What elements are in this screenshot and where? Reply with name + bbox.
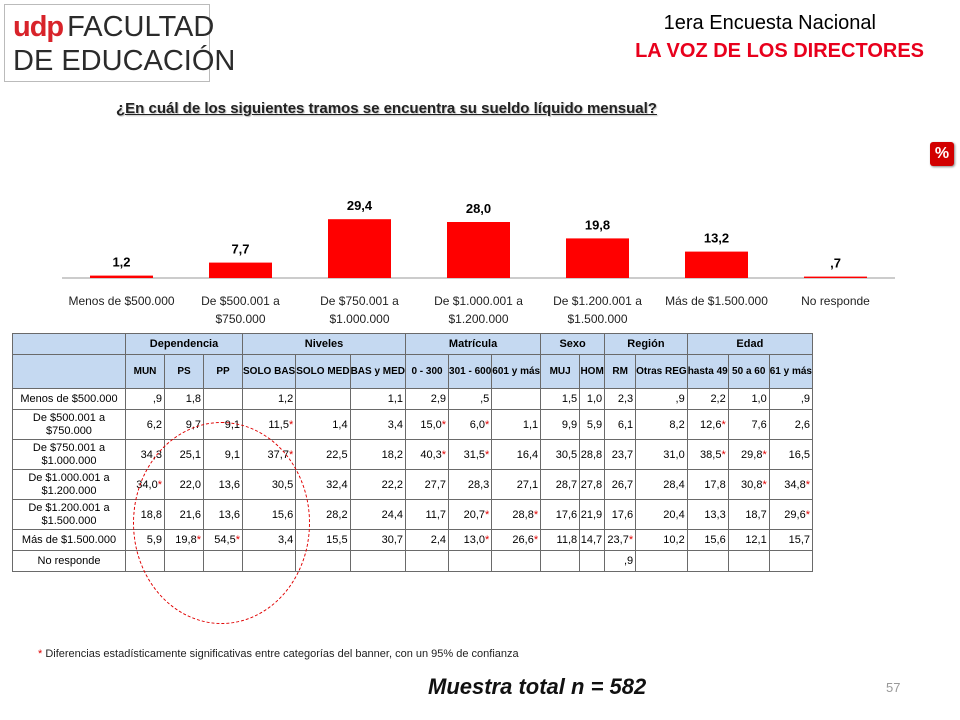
- cell-value: 31,5: [463, 448, 486, 461]
- table-cell: 21,9: [580, 500, 605, 530]
- table-cell: [243, 551, 296, 572]
- table-cell: [492, 500, 541, 530]
- significance-star: *: [485, 448, 490, 461]
- cell-value: 12,6: [700, 418, 722, 431]
- row-header: De $500.001 a $750.000: [13, 410, 126, 440]
- group-header: Sexo: [541, 334, 605, 355]
- table-corner-cell: [13, 355, 126, 389]
- cell-value: 23,7: [607, 534, 629, 546]
- significance-star: *: [762, 448, 767, 461]
- cell-value: 34,0: [136, 478, 158, 491]
- table-cell: 22,5: [296, 440, 350, 470]
- column-header: MUJ: [541, 355, 580, 389]
- table-cell: [687, 410, 728, 440]
- table-cell: [449, 440, 492, 470]
- x-category-label-line: De $500.001 a: [201, 294, 280, 308]
- table-cell: [449, 410, 492, 440]
- x-category-label-line: Más de $1.500.000: [665, 294, 768, 308]
- table-cell: 28,3: [449, 470, 492, 500]
- table-cell: [126, 551, 165, 572]
- bar-value-label: 13,2: [703, 230, 730, 246]
- x-category-label: [538, 292, 657, 328]
- table-cell: [636, 551, 688, 572]
- cell-value: 34,8: [784, 478, 806, 491]
- row-header: De $750.001 a $1.000.000: [13, 440, 126, 470]
- table-cell: 1,1: [350, 389, 405, 410]
- cell-value: 38,5: [700, 448, 722, 461]
- table-cell: 7,6: [728, 410, 769, 440]
- table-cell: 22,0: [165, 470, 204, 500]
- row-header: Más de $1.500.000: [13, 530, 126, 551]
- table-cell: 5,9: [126, 530, 165, 551]
- bar: [566, 238, 629, 278]
- x-category-label: [62, 292, 181, 310]
- table-cell: [243, 410, 296, 440]
- table-cell: 18,8: [126, 500, 165, 530]
- table-cell: 16,5: [769, 440, 812, 470]
- table-cell: ,9: [769, 389, 812, 410]
- table-row: [13, 440, 813, 470]
- table-cell: 9,1: [204, 440, 243, 470]
- table-cell: [296, 551, 350, 572]
- table-cell: 12,1: [728, 530, 769, 551]
- logo-line1: [13, 11, 214, 44]
- cell-value: 29,6: [784, 508, 806, 521]
- bar: [447, 222, 510, 278]
- significance-star: *: [721, 418, 726, 431]
- significance-star: *: [235, 534, 240, 546]
- table-cell: 30,7: [350, 530, 405, 551]
- table-cell: 2,9: [406, 389, 449, 410]
- x-category-label: [657, 292, 776, 310]
- cell-value: 15,0: [420, 418, 442, 431]
- bar-value-label: 28,0: [465, 201, 492, 216]
- table-row: [13, 470, 813, 500]
- x-category-label-line: $1.000.000: [329, 312, 390, 326]
- x-category-label: [181, 292, 300, 328]
- table-cell: 1,2: [243, 389, 296, 410]
- x-category-label: [300, 292, 419, 328]
- table-cell: 28,4: [636, 470, 688, 500]
- table-cell: [243, 440, 296, 470]
- table-cell: 2,2: [687, 389, 728, 410]
- table-cell: 10,2: [636, 530, 688, 551]
- table-cell: 28,8: [580, 440, 605, 470]
- table-cell: 13,6: [204, 470, 243, 500]
- cell-value: 11,5: [268, 418, 289, 431]
- x-category-label: [776, 292, 895, 310]
- cell-value: 29,8: [741, 448, 763, 461]
- x-category-label-line: No responde: [801, 294, 870, 308]
- table-cell: 34,3: [126, 440, 165, 470]
- significance-star: *: [441, 418, 447, 431]
- table-cell: 11,8: [541, 530, 580, 551]
- table-cell: [728, 440, 769, 470]
- significance-star: *: [628, 534, 634, 546]
- cell-value: 37,7: [267, 448, 289, 461]
- table-cell: [769, 500, 812, 530]
- table-column-header-row: [13, 355, 813, 389]
- table-cell: [126, 470, 165, 500]
- cell-value: 20,7: [463, 508, 486, 521]
- table-cell: 13,6: [204, 500, 243, 530]
- table-cell: 17,6: [541, 500, 580, 530]
- bar: [804, 277, 867, 278]
- cell-value: 26,6: [512, 534, 534, 546]
- table-cell: [605, 530, 636, 551]
- table-cell: 32,4: [296, 470, 350, 500]
- significance-star: *: [288, 448, 294, 461]
- significance-star: *: [805, 508, 810, 521]
- cell-value: 19,8: [175, 534, 197, 546]
- logo-facultad: FACULTAD: [67, 11, 215, 43]
- table-cell: 18,7: [728, 500, 769, 530]
- footnote-star: *: [38, 648, 43, 660]
- table-cell: [769, 470, 812, 500]
- table-cell: [541, 551, 580, 572]
- table-corner-cell: [13, 334, 126, 355]
- row-header: De $1.000.001 a $1.200.000: [13, 470, 126, 500]
- survey-subtitle: LA VOZ DE LOS DIRECTORES: [635, 40, 924, 62]
- row-header: Menos de $500.000: [13, 389, 126, 410]
- bar-value-label: ,7: [830, 255, 841, 271]
- table-row: [13, 551, 813, 572]
- x-category-label-line: $750.000: [215, 312, 266, 326]
- significance-star: *: [485, 418, 490, 431]
- table-cell: 5,9: [580, 410, 605, 440]
- column-header: 301 - 600: [449, 355, 492, 389]
- table-cell: 13,3: [687, 500, 728, 530]
- table-cell: [449, 551, 492, 572]
- table-cell: 14,7: [580, 530, 605, 551]
- table-cell: ,9: [636, 389, 688, 410]
- x-category-label-line: $1.200.000: [448, 312, 509, 326]
- table-group-header-row: [13, 334, 813, 355]
- bar-value-label: 1,2: [112, 254, 131, 270]
- significance-star: *: [721, 448, 726, 461]
- table-cell: 16,4: [492, 440, 541, 470]
- question-text: ¿En cuál de los siguientes tramos se encuentra su sueldo líquido mensual?: [116, 100, 657, 117]
- column-header: 50 a 60: [728, 355, 769, 389]
- x-category-label-line: Menos de $500.000: [68, 294, 175, 308]
- bar: [685, 252, 748, 278]
- table-cell: [449, 530, 492, 551]
- table-cell: 2,6: [769, 410, 812, 440]
- logo-udp: udp: [13, 11, 64, 43]
- table-cell: 21,6: [165, 500, 204, 530]
- column-header: HOM: [580, 355, 605, 389]
- column-header: 0 - 300: [406, 355, 449, 389]
- table-cell: ,9: [126, 389, 165, 410]
- table-cell: 27,8: [580, 470, 605, 500]
- table-cell: 3,4: [243, 530, 296, 551]
- table-cell: 15,5: [296, 530, 350, 551]
- cell-value: 30,8: [741, 478, 763, 491]
- table-cell: 27,1: [492, 470, 541, 500]
- cell-value: 28,8: [512, 508, 534, 521]
- group-header: Matrícula: [406, 334, 541, 355]
- table-cell: 9,1: [204, 410, 243, 440]
- table-cell: [165, 551, 204, 572]
- crosstab-table: [12, 333, 813, 572]
- table-cell: 15,7: [769, 530, 812, 551]
- cell-value: 54,5: [214, 534, 236, 546]
- cell-value: 40,3: [420, 448, 442, 461]
- table-cell: [492, 389, 541, 410]
- table-cell: 1,0: [580, 389, 605, 410]
- table-cell: 28,2: [296, 500, 350, 530]
- survey-title: 1era Encuesta Nacional: [663, 12, 876, 34]
- table-cell: 15,6: [687, 530, 728, 551]
- column-header: MUN: [126, 355, 165, 389]
- table-cell: 1,1: [492, 410, 541, 440]
- table-cell: 1,8: [165, 389, 204, 410]
- table-cell: 18,2: [350, 440, 405, 470]
- table-cell: [350, 551, 405, 572]
- bar-value-label: 29,4: [346, 198, 373, 214]
- table-cell: 17,8: [687, 470, 728, 500]
- column-header: PP: [204, 355, 243, 389]
- table-cell: 23,7: [605, 440, 636, 470]
- column-header: Otras REG: [636, 355, 688, 389]
- significance-star: *: [805, 478, 810, 491]
- row-header: De $1.200.001 a $1.500.000: [13, 500, 126, 530]
- table-cell: 17,6: [605, 500, 636, 530]
- table-cell: [406, 440, 449, 470]
- table-cell: 27,7: [406, 470, 449, 500]
- bar-value-label: 19,8: [584, 217, 611, 233]
- table-cell: 28,7: [541, 470, 580, 500]
- bar: [328, 219, 391, 278]
- significance-star: *: [196, 534, 201, 546]
- table-cell: 9,7: [165, 410, 204, 440]
- table-row: [13, 530, 813, 551]
- column-header: BAS y MED: [350, 355, 405, 389]
- column-header: SOLO MED: [296, 355, 350, 389]
- table-cell: 1,4: [296, 410, 350, 440]
- table-cell: 15,6: [243, 500, 296, 530]
- significance-star: *: [441, 448, 447, 461]
- table-cell: 8,2: [636, 410, 688, 440]
- table-cell: 6,2: [126, 410, 165, 440]
- group-header: Región: [605, 334, 688, 355]
- column-header: SOLO BAS: [243, 355, 296, 389]
- footnote-text: Diferencias estadísticamente significativas entre categorías del banner, con un 95% de confianza: [42, 648, 519, 660]
- table-cell: 25,1: [165, 440, 204, 470]
- significance-star: *: [533, 508, 539, 521]
- table-cell: [165, 530, 204, 551]
- table-cell: ,5: [449, 389, 492, 410]
- table-cell: 6,1: [605, 410, 636, 440]
- table-cell: 22,2: [350, 470, 405, 500]
- page-number: 57: [886, 680, 901, 695]
- table-cell: [296, 389, 350, 410]
- table-cell: 30,5: [243, 470, 296, 500]
- footnote: [38, 648, 519, 660]
- table-cell: [687, 551, 728, 572]
- table-cell: [769, 551, 812, 572]
- group-header: Dependencia: [126, 334, 243, 355]
- table-cell: [204, 551, 243, 572]
- table-cell: [492, 551, 541, 572]
- table-cell: 11,7: [406, 500, 449, 530]
- bar: [209, 263, 272, 278]
- table-cell: 31,0: [636, 440, 688, 470]
- column-header: RM: [605, 355, 636, 389]
- table-cell: [728, 470, 769, 500]
- table-cell: [687, 440, 728, 470]
- table-cell: 9,9: [541, 410, 580, 440]
- cell-value: 13,0: [463, 534, 486, 546]
- table-row: [13, 410, 813, 440]
- table-cell: 26,7: [605, 470, 636, 500]
- significance-star: *: [157, 478, 162, 491]
- significance-star: *: [762, 478, 767, 491]
- significance-star: *: [533, 534, 539, 546]
- table-cell: 30,5: [541, 440, 580, 470]
- column-header: 601 y más: [492, 355, 541, 389]
- table-cell: 1,0: [728, 389, 769, 410]
- table-cell: [492, 530, 541, 551]
- percent-badge: %: [930, 142, 954, 166]
- group-header: Edad: [687, 334, 812, 355]
- table-cell: [406, 410, 449, 440]
- bar-chart: [62, 190, 958, 330]
- table-cell: 24,4: [350, 500, 405, 530]
- table-cell: [728, 551, 769, 572]
- table-cell: 3,4: [350, 410, 405, 440]
- table-cell: 20,4: [636, 500, 688, 530]
- bar: [90, 276, 153, 278]
- column-header: 61 y más: [769, 355, 812, 389]
- table-cell: [449, 500, 492, 530]
- x-category-label: [419, 292, 538, 328]
- table-cell: ,9: [605, 551, 636, 572]
- table-cell: 2,4: [406, 530, 449, 551]
- sample-size: Muestra total n = 582: [428, 674, 647, 699]
- x-category-label-line: De $1.200.001 a: [553, 294, 642, 308]
- column-header: PS: [165, 355, 204, 389]
- column-header: hasta 49: [687, 355, 728, 389]
- x-category-label-line: De $750.001 a: [320, 294, 399, 308]
- table-cell: 1,5: [541, 389, 580, 410]
- table-cell: [204, 389, 243, 410]
- table-cell: [406, 551, 449, 572]
- logo-line2: DE EDUCACIÓN: [13, 45, 236, 77]
- significance-star: *: [485, 534, 490, 546]
- group-header: Niveles: [243, 334, 406, 355]
- x-category-label-line: De $1.000.001 a: [434, 294, 523, 308]
- significance-star: *: [485, 508, 490, 521]
- cell-value: 6,0: [469, 418, 486, 431]
- table-row: [13, 500, 813, 530]
- table-cell: 2,3: [605, 389, 636, 410]
- table-row: [13, 389, 813, 410]
- x-category-label-line: $1.500.000: [567, 312, 628, 326]
- table-cell: [204, 530, 243, 551]
- row-header: No responde: [13, 551, 126, 572]
- bar-value-label: 7,7: [231, 241, 250, 257]
- udp-logo: [4, 4, 236, 82]
- significance-star: *: [288, 418, 294, 431]
- table-cell: [580, 551, 605, 572]
